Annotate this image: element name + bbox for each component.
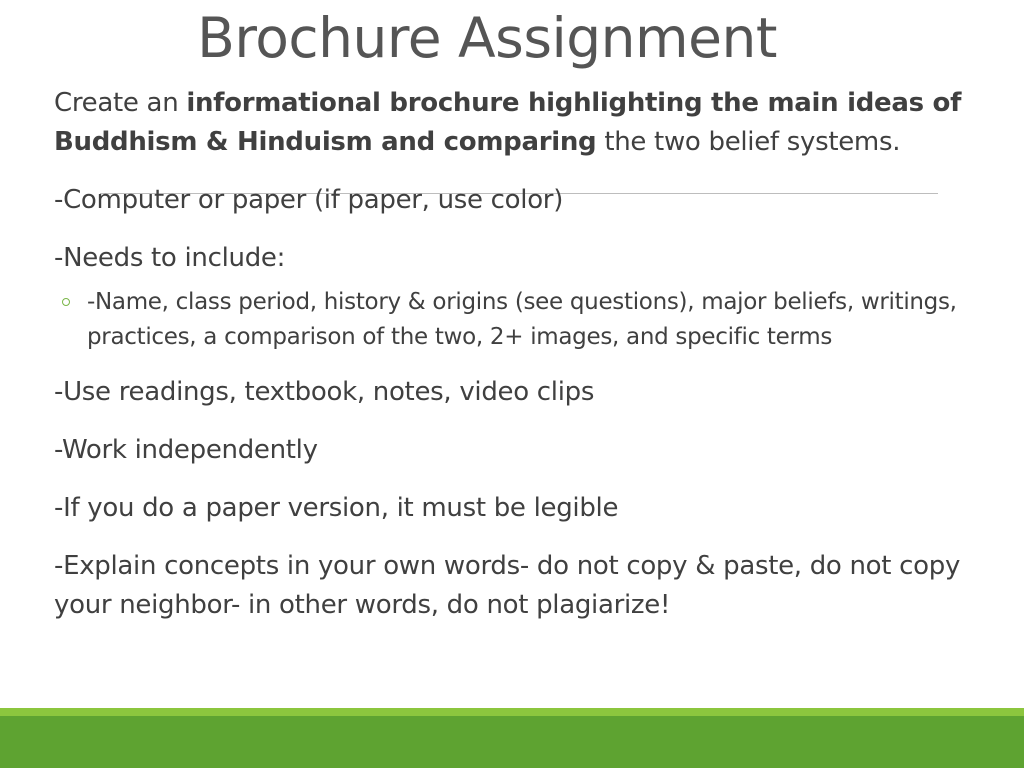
bullet-needs-to-include: -Needs to include: [54,243,286,273]
intro-text-start: Create an [54,88,187,118]
footer-accent-bar-light [0,708,1024,716]
intro-text-bold: informational brochure highlighting the main ideas of Buddhism & Hinduism and comparing [54,88,962,157]
bullet-computer-or-paper: -Computer or paper (if paper, use color) [54,185,564,215]
bullet-own-words: -Explain concepts in your own words- do not copy & paste, do not copy your neighbor- in other words, do not plagiarize! [54,551,961,620]
bullet-use-readings: -Use readings, textbook, notes, video clips [54,377,595,407]
sub-bullet-requirements [87,285,1007,355]
intro-paragraph [54,84,999,162]
slide-title: Brochure Assignment [197,6,777,70]
sub-bullet-text: -Name, class period, history & origins (see questions), major beliefs, writings, practices, a comparison of the two, 2+ images, and specific terms [87,289,957,350]
slide-body [54,84,1004,644]
intro-text-end: the two belief systems. [596,127,901,157]
bullet-paper-legible: -If you do a paper version, it must be legible [54,493,619,523]
bullet-work-independently: -Work independently [54,435,318,465]
footer-accent-bar-dark [0,716,1024,768]
